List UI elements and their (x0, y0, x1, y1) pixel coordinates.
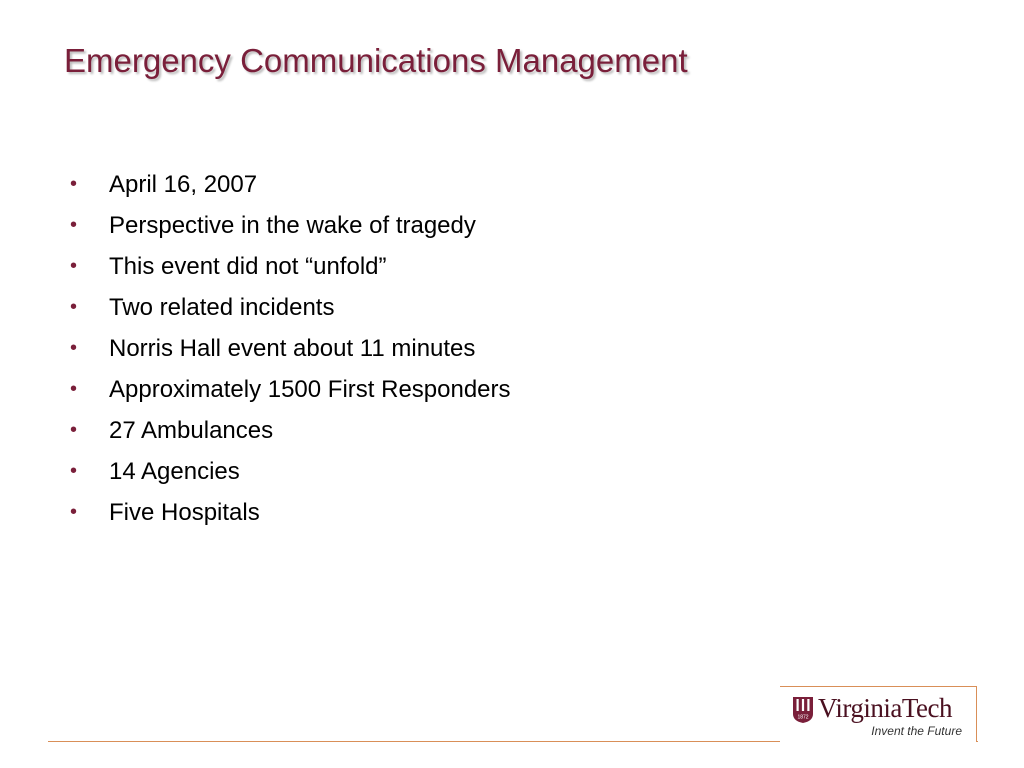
bullet-text: Perspective in the wake of tragedy (109, 212, 476, 239)
bullet-icon: • (70, 255, 78, 277)
bullet-icon: • (70, 337, 78, 359)
virginia-tech-logo (780, 686, 977, 742)
bullet-text: 14 Agencies (109, 458, 240, 485)
bullet-text: 27 Ambulances (109, 417, 274, 444)
bullet-icon: • (70, 214, 78, 236)
bullet-icon: • (70, 173, 78, 195)
bullet-text: Five Hospitals (109, 499, 260, 526)
vt-shield-icon (792, 696, 814, 724)
bullet-text: Norris Hall event about 11 minutes (109, 335, 476, 362)
logo-year: 1872 (797, 714, 809, 721)
logo-wordmark: VirginiaTech (818, 693, 952, 723)
bullet-icon: • (70, 378, 78, 400)
bullet-icon: • (70, 460, 78, 482)
bullet-text: Two related incidents (109, 294, 335, 321)
bullet-icon: • (70, 501, 78, 523)
bullet-text: April 16, 2007 (109, 171, 258, 198)
slide-title: Emergency Communications Management (64, 42, 688, 79)
logo-tagline: Invent the Future (871, 724, 962, 738)
bullet-icon: • (70, 296, 78, 318)
bullet-icon: • (70, 419, 78, 441)
bullet-text: Approximately 1500 First Responders (109, 376, 511, 403)
bullet-text: This event did not “unfold” (109, 253, 387, 280)
